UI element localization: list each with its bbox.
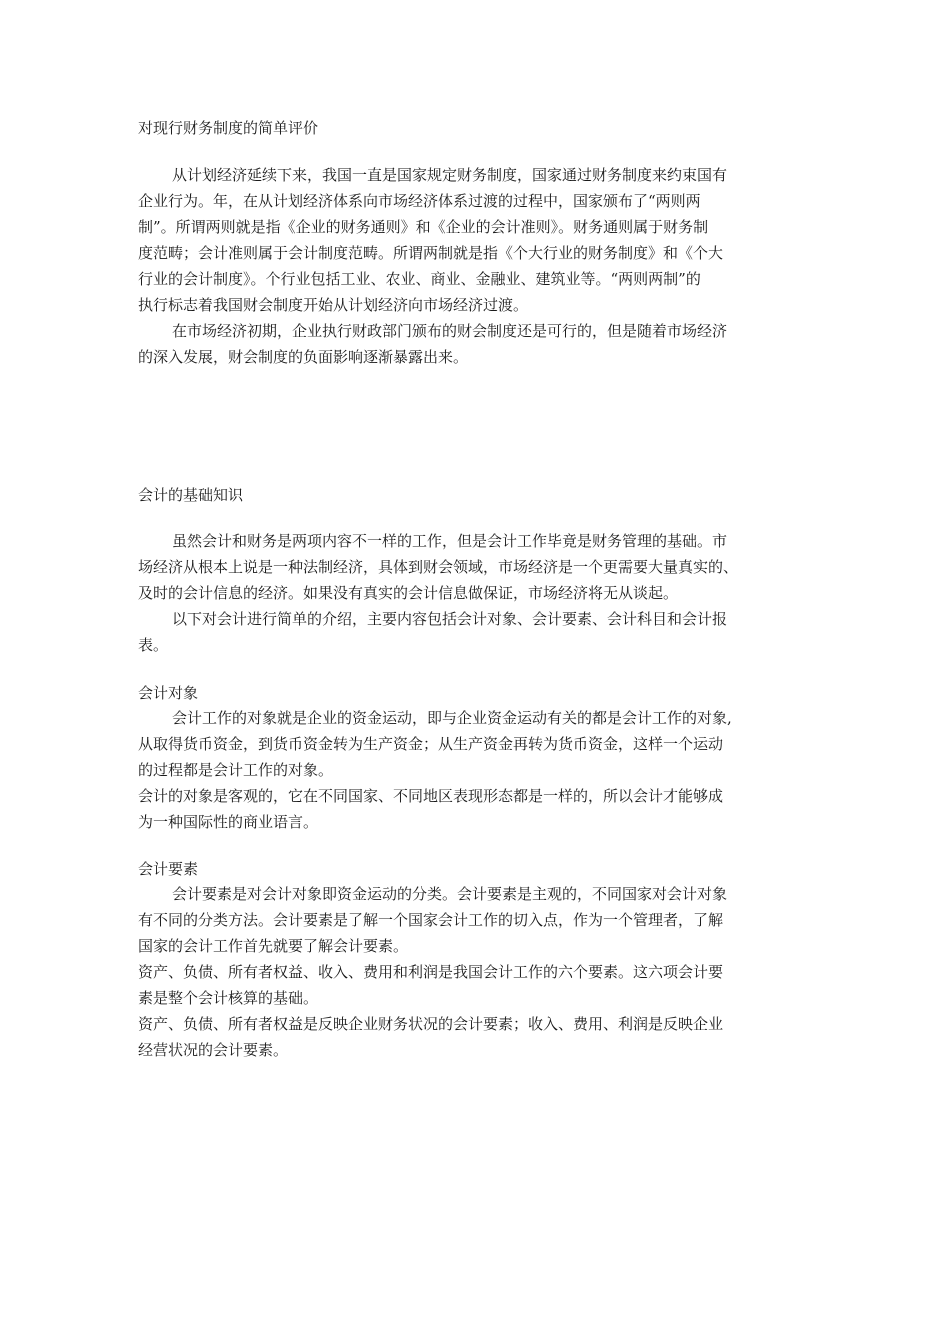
paragraph-line: 素是整个会计核算的基础。 xyxy=(138,989,319,1007)
paragraph-line: 会计工作的对象就是企业的资金运动，即与企业资金运动有关的都是会计工作的对象, xyxy=(172,709,732,727)
paragraph-line: 执行标志着我国财会制度开始从计划经济向市场经济过渡。 xyxy=(138,296,529,314)
paragraph-line: 为一种国际性的商业语言。 xyxy=(138,813,319,831)
paragraph xyxy=(138,881,828,1063)
paragraph-line: 经营状况的会计要素。 xyxy=(138,1041,289,1059)
paragraph-line: 在市场经济初期，企业执行财政部门颁布的财会制度还是可行的，但是随着市场经济 xyxy=(172,322,728,340)
paragraph xyxy=(138,705,828,835)
section-heading: 会计要素 xyxy=(138,860,199,878)
paragraph xyxy=(138,528,828,658)
paragraph-line: 的深入发展，财会制度的负面影响逐渐暴露出来。 xyxy=(138,348,469,366)
paragraph xyxy=(138,162,828,370)
paragraph-line: 以下对会计进行简单的介绍，主要内容包括会计对象、会计要素、会计科目和会计报 xyxy=(172,610,728,628)
section-heading: 会计对象 xyxy=(138,684,199,702)
paragraph-line: 资产、负债、所有者权益是反映企业财务状况的会计要素；收入、费用、利润是反映企业 xyxy=(138,1015,724,1033)
paragraph-line: 场经济从根本上说是一种法制经济，具体到财会领域，市场经济是一个更需要大量真实的、 xyxy=(138,558,739,576)
paragraph-line: 制”。所谓两则就是指《企业的财务通则》和《企业的会计准则》。财务通则属于财务制 xyxy=(138,218,709,236)
paragraph-line: 的过程都是会计工作的对象。 xyxy=(138,761,334,779)
paragraph-line: 从计划经济延续下来，我国一直是国家规定财务制度，国家通过财务制度来约束国有 xyxy=(172,166,728,184)
paragraph-line: 会计要素是对会计对象即资金运动的分类。会计要素是主观的，不同国家对会计对象 xyxy=(172,885,728,903)
paragraph-line: 及时的会计信息的经济。如果没有真实的会计信息做保证，市场经济将无从谈起。 xyxy=(138,584,679,602)
paragraph-line: 国家的会计工作首先就要了解会计要素。 xyxy=(138,937,409,955)
paragraph-line: 从取得货币资金，到货币资金转为生产资金；从生产资金再转为货币资金，这样一个运动 xyxy=(138,735,724,753)
section-heading: 会计的基础知识 xyxy=(138,486,244,504)
paragraph-line: 资产、负债、所有者权益、收入、费用和利润是我国会计工作的六个要素。这六项会计要 xyxy=(138,963,724,981)
paragraph-line: 虽然会计和财务是两项内容不一样的工作，但是会计工作毕竟是财务管理的基础。市 xyxy=(172,532,728,550)
paragraph-line: 表。 xyxy=(138,636,169,654)
paragraph-line: 度范畴；会计准则属于会计制度范畴。所谓两制就是指《个大行业的财务制度》和《个大 xyxy=(138,244,724,262)
paragraph-line: 行业的会计制度》。个行业包括工业、农业、商业、金融业、建筑业等。“两则两制”的 xyxy=(138,270,701,288)
paragraph-line: 企业行为。年，在从计划经济体系向市场经济体系过渡的过程中，国家颁布了“两则两 xyxy=(138,192,701,210)
paragraph-line: 有不同的分类方法。会计要素是了解一个国家会计工作的切入点，作为一个管理者，了解 xyxy=(138,911,724,929)
paragraph-line: 会计的对象是客观的，它在不同国家、不同地区表现形态都是一样的，所以会计才能够成 xyxy=(138,787,724,805)
section-heading: 对现行财务制度的简单评价 xyxy=(138,119,319,137)
